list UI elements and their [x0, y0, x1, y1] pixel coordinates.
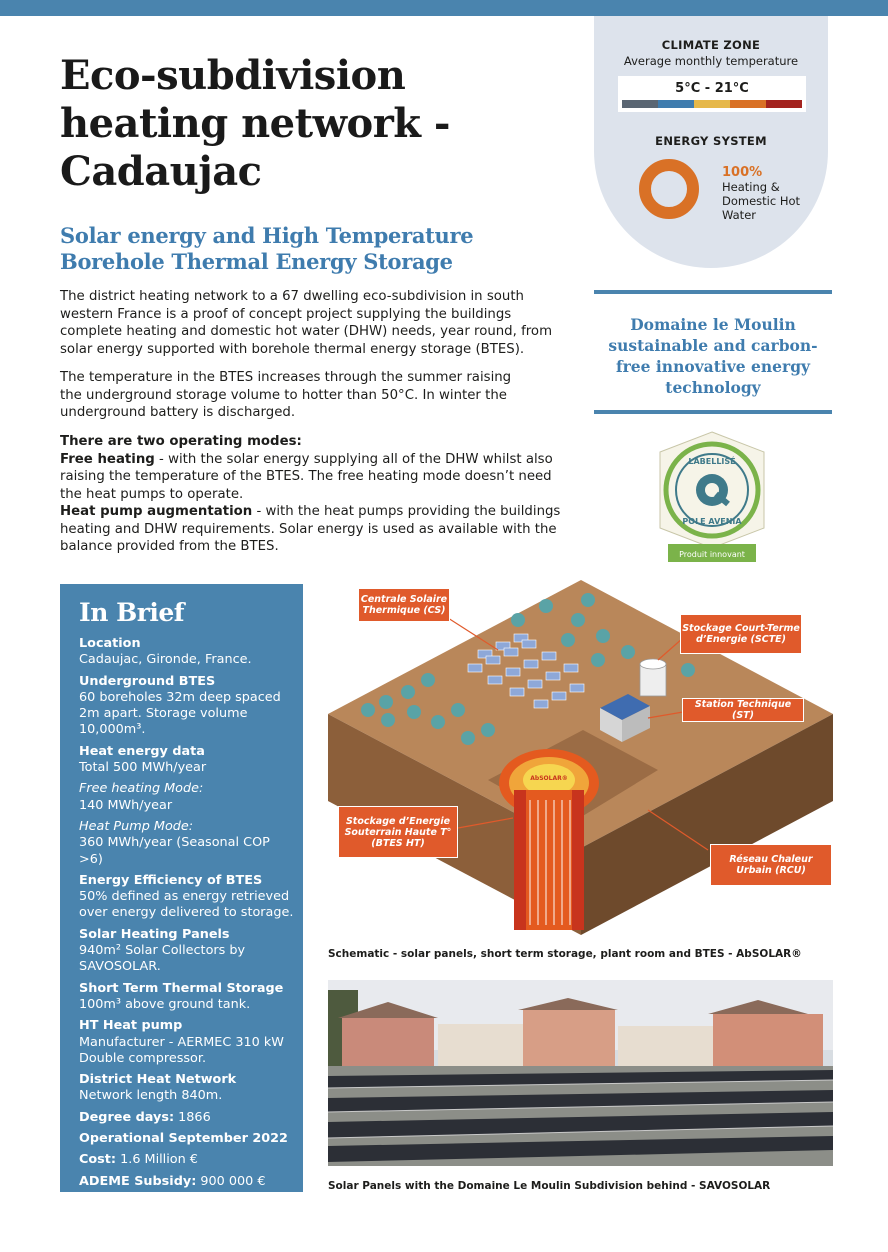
hp-mode-heading: Heat Pump Mode:: [79, 818, 194, 834]
in-brief-list: [79, 636, 297, 1195]
btes-heading: Underground BTES: [79, 673, 216, 689]
in-brief-title: In Brief: [79, 598, 185, 627]
free-heating-label: Free heating: [60, 451, 155, 467]
free-mode-heading: Free heating Mode:: [79, 781, 204, 797]
heat-pump-value: Manufacturer - AERMEC 310 kW Double compressor.: [79, 1034, 284, 1066]
ademe-value: 900 000 €: [196, 1173, 266, 1189]
badge-bottom-text: POLE AVENIA: [682, 517, 742, 526]
hp-mode-value: 360 MWh/year (Seasonal COP >6): [79, 835, 270, 867]
energy-donut-icon: [638, 158, 700, 220]
in-brief-panel: [60, 584, 303, 1192]
page-title: Eco-subdivision heating network - Cadaujac: [60, 52, 451, 195]
heat-energy-value: Total 500 MWh/year: [79, 760, 207, 776]
district-network-heading: District Heat Network: [79, 1072, 237, 1088]
modes-block: [60, 433, 568, 556]
district-network-value: Network length 840m.: [79, 1088, 223, 1104]
degree-days-value: 1866: [174, 1109, 211, 1125]
label-reseau-chaleur: Réseau Chaleur Urbain (RCU): [710, 844, 832, 886]
free-heating-text: - with the solar energy supplying all of the DHW whilst also raising the temperature of the BTES. The free heating mode doesn’t need the heat pumps to operate.: [60, 451, 553, 502]
heat-pump-text: - with the heat pumps providing the buildings heating and DHW requirements. Solar energy is used as available with the balance provided from the BTES.: [60, 504, 561, 554]
badge-footer-text: Produit innovant: [679, 550, 745, 559]
intro-paragraph: The district heating network to a 67 dwelling eco-subdivision in south western France is a proof of concept project supplying the buildings complete heating and domestic hot water (DHW) needs, year round, from solar energy supported with borehole thermal energy storage (BTES).: [60, 289, 553, 357]
heat-pump-label: Heat pump augmentation: [60, 504, 253, 519]
solar-panels-value: 940m² Solar Collectors by SAVOSOLAR.: [79, 943, 246, 975]
label-centrale-solaire: Centrale Solaire Thermique (CS): [358, 588, 450, 622]
efficiency-heading: Energy Efficiency of BTES: [79, 872, 263, 888]
short-term-storage-value: 100m³ above ground tank.: [79, 996, 251, 1012]
solar-panels-heading: Solar Heating Panels: [79, 926, 230, 942]
page-subtitle: Solar energy and High Temperature Borehole Thermal Energy Storage: [60, 223, 474, 274]
top-bar: [0, 0, 888, 16]
location-heading: Location: [79, 636, 141, 651]
energy-system-title: ENERGY SYSTEM: [655, 134, 767, 148]
location-value: Cadaujac, Gironde, France.: [79, 652, 252, 668]
cost-heading: Cost:: [79, 1152, 117, 1168]
btes-paragraph: The temperature in the BTES increases through the summer raising the underground storage volume to hotter than 50°C. In winter the underground battery is discharged.: [60, 370, 512, 420]
label-station-technique: Station Technique (ST): [682, 698, 804, 722]
temperature-range: 5°C - 21°C: [675, 81, 749, 96]
absolar-logo-text: AbSOLAR®: [530, 775, 568, 782]
climate-card: [594, 16, 828, 268]
btes-value: 60 boreholes 32m deep spaced 2m apart. Storage volume 10,000m³.: [79, 689, 281, 738]
heat-pump-heading: HT Heat pump: [79, 1018, 183, 1034]
free-mode-value: 140 MWh/year: [79, 797, 173, 813]
energy-percent: 100%: [722, 165, 763, 180]
degree-days-heading: Degree days:: [79, 1109, 175, 1125]
schematic-caption: Schematic - solar panels, short term storage, plant room and BTES - AbSOLAR®: [328, 948, 802, 960]
domaine-callout: [594, 290, 832, 414]
pole-avenia-badge-icon: [652, 428, 772, 572]
temperature-color-bar: [622, 100, 802, 108]
domaine-text: Domaine le Moulin sustainable and carbon-free innovative energy technology: [608, 315, 818, 397]
photo-caption: Solar Panels with the Domaine Le Moulin Subdivision behind - SAVOSOLAR: [328, 1180, 771, 1192]
label-stockage-court-terme: Stockage Court-Terme d’Energie (SCTE): [680, 614, 802, 654]
temperature-range-box: [618, 76, 806, 112]
solar-panels-photo: [328, 980, 833, 1166]
modes-heading: There are two operating modes:: [60, 434, 302, 449]
operational-date: Operational September 2022: [79, 1131, 288, 1147]
badge-top-text: LABELLISÉ: [688, 457, 736, 466]
ademe-heading: ADEME Subsidy:: [79, 1173, 197, 1189]
efficiency-value: 50% defined as energy retrieved over energy delivered to storage.: [79, 889, 294, 921]
label-btes: Stockage d’Energie Souterrain Haute T° (BTES HT): [338, 806, 458, 858]
cost-value: 1.6 Million €: [116, 1152, 198, 1168]
short-term-storage-heading: Short Term Thermal Storage: [79, 980, 284, 996]
climate-zone-subtitle: Average monthly temperature: [623, 54, 799, 68]
climate-zone-title: CLIMATE ZONE: [661, 38, 761, 52]
energy-description: Heating & Domestic Hot Water: [722, 180, 801, 222]
heat-energy-heading: Heat energy data: [79, 743, 205, 759]
